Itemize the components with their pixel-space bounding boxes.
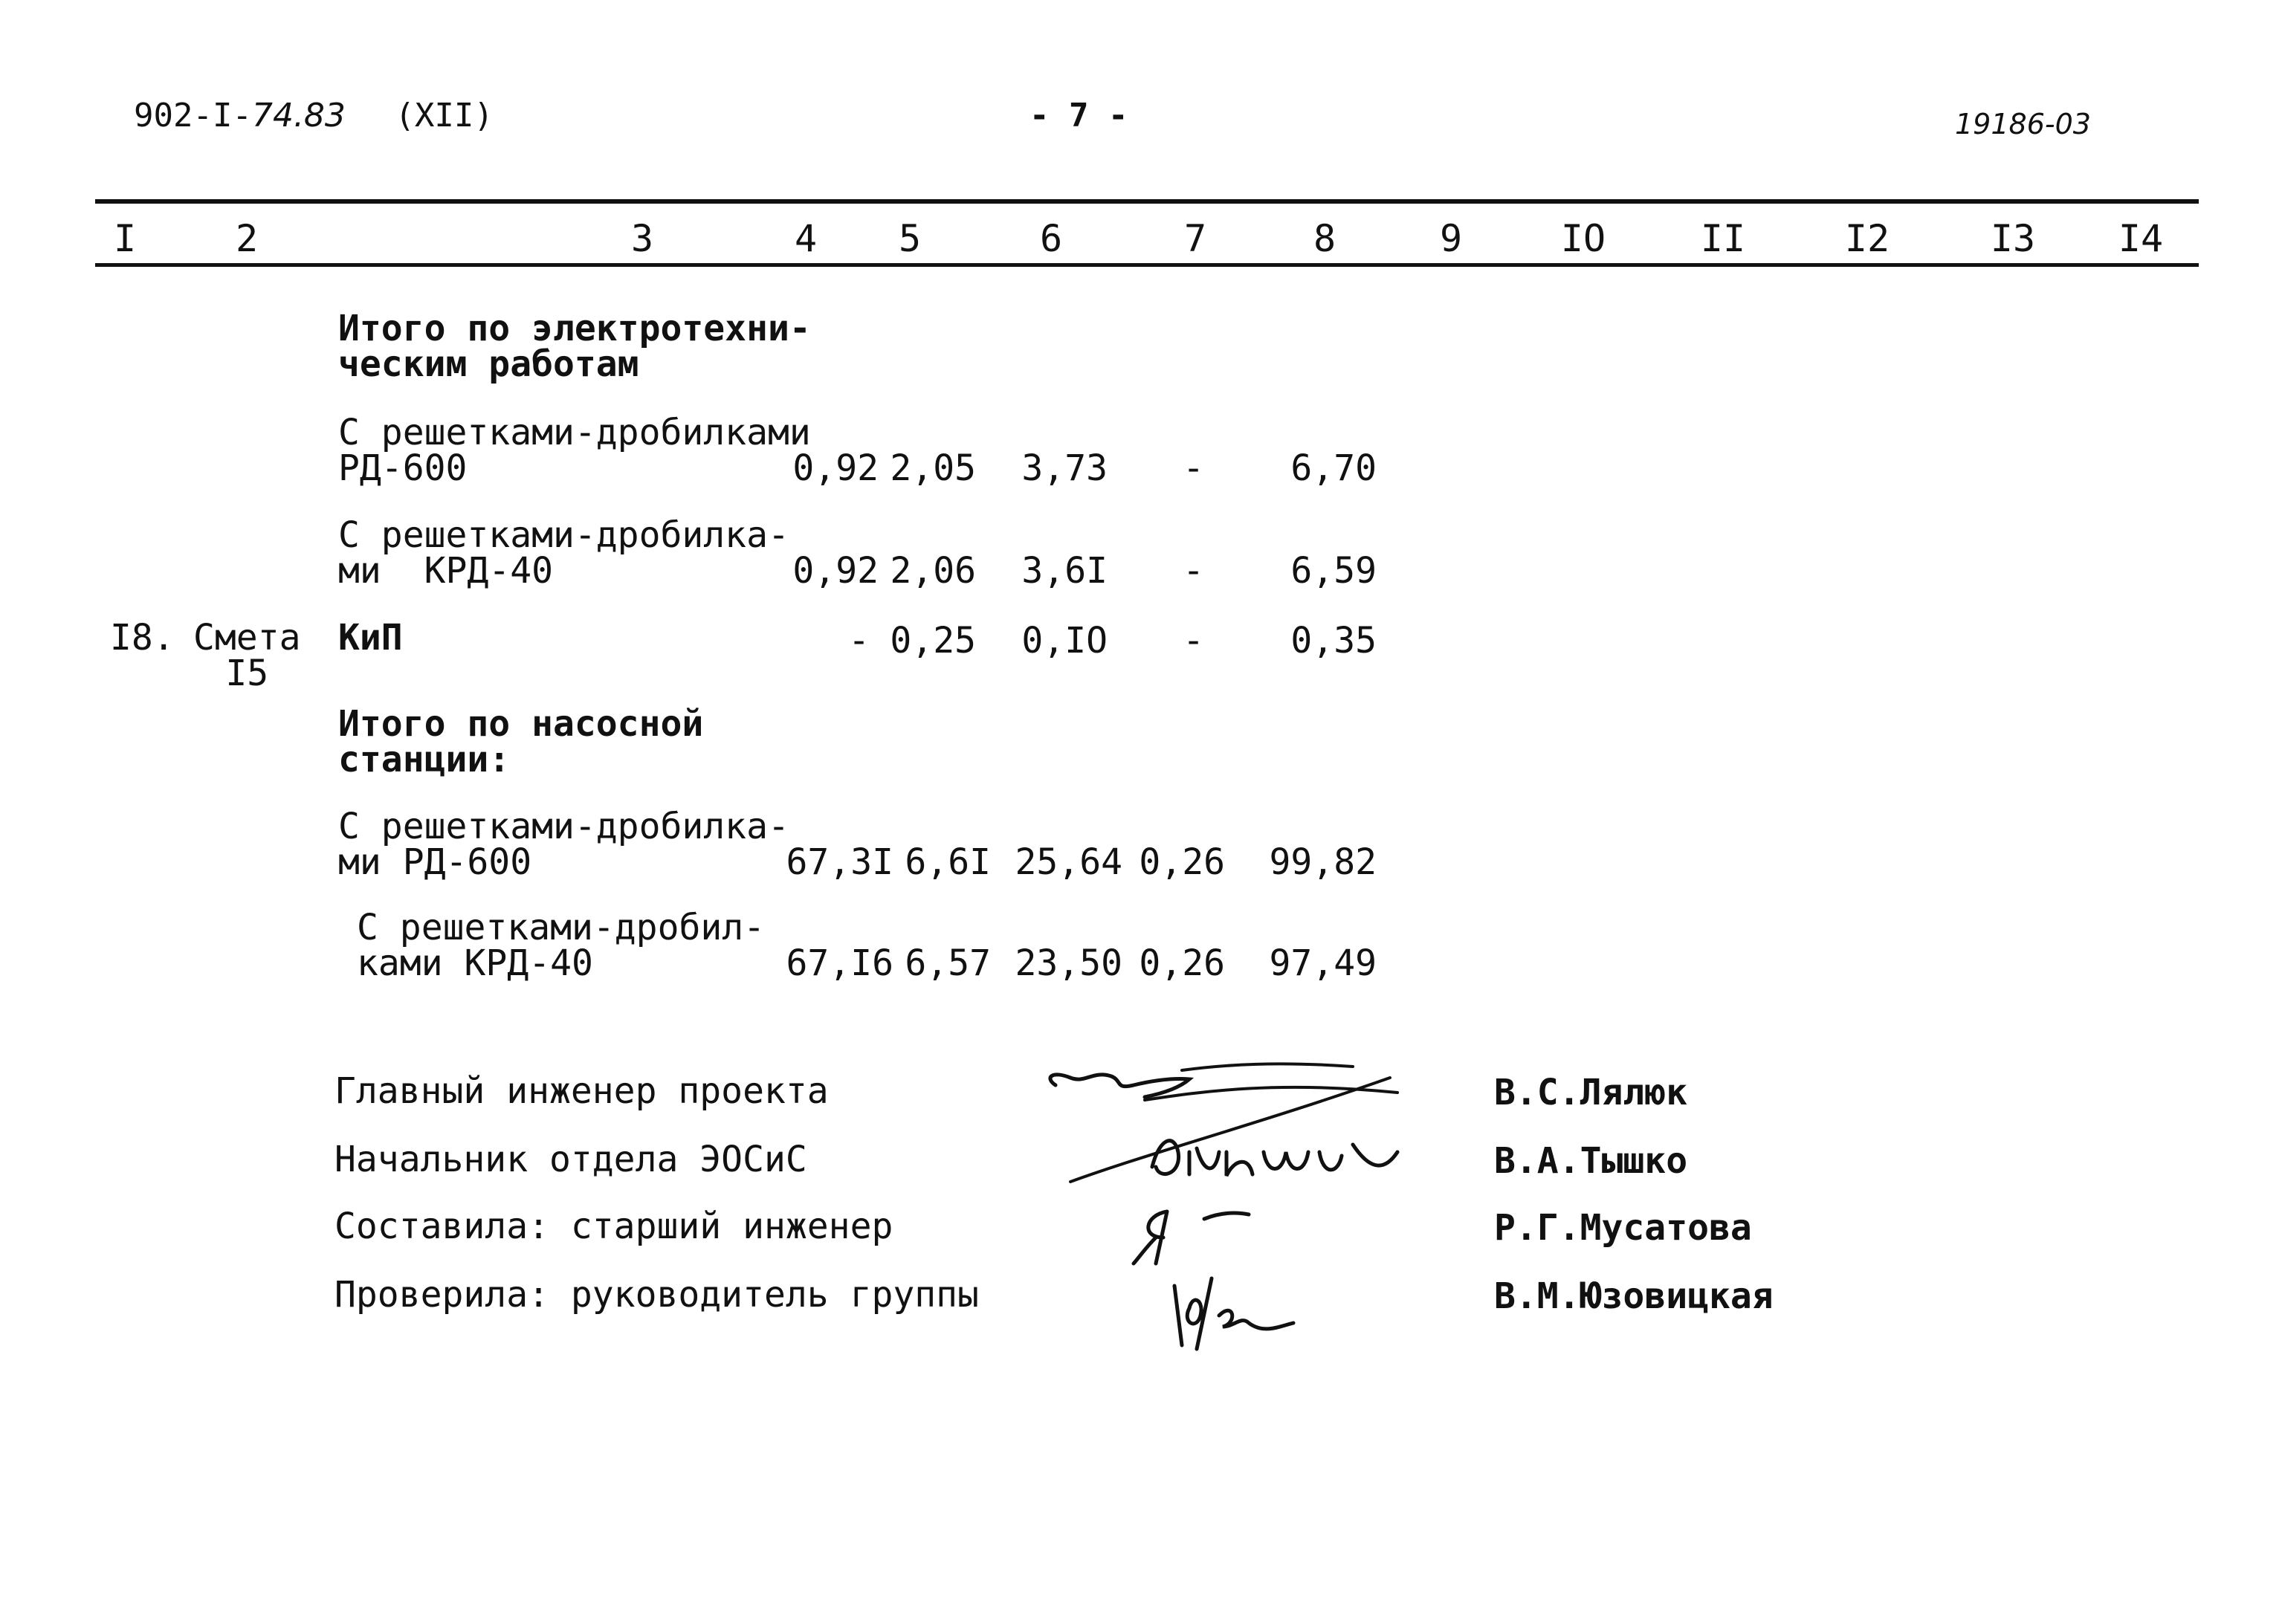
cell-col4: 67,I6 [786, 942, 893, 984]
cell-col8: 6,70 [1290, 447, 1377, 489]
document-part: (XII) [395, 97, 494, 135]
cell-col4: 0,92 [792, 550, 879, 592]
table-row-text [338, 308, 811, 385]
column-number: I2 [1844, 217, 1890, 260]
column-number: 6 [1039, 217, 1063, 260]
table-row-text [338, 703, 704, 780]
table-row-text [338, 514, 789, 592]
signature-role: Составила: старший инженер [334, 1206, 893, 1247]
table-row-text [338, 806, 789, 883]
table-row-text [357, 907, 766, 984]
cell-col5: 2,06 [890, 550, 976, 592]
table-row-text [338, 412, 811, 489]
cell-col7: 0,26 [1139, 942, 1225, 984]
column-number: 2 [235, 217, 259, 260]
column-number: IO [1560, 217, 1606, 260]
cell-col7: 0,26 [1139, 841, 1225, 883]
document-code-prefix: 902-I- [134, 97, 252, 135]
row-label-line: С решетками-дробилками [338, 412, 811, 453]
column-number: 8 [1313, 217, 1336, 260]
row-label-line: Итого по электротехни- [338, 308, 811, 349]
cell-col6: 23,50 [1015, 942, 1122, 984]
cell-col8: 99,82 [1269, 841, 1377, 883]
handwritten-signature-checker [1167, 1264, 1316, 1353]
row-label-line: ми КРД-40 [338, 550, 553, 592]
column-number: 3 [630, 217, 654, 260]
row-label-line: ческим работам [338, 343, 639, 385]
column-number: I4 [2118, 217, 2164, 260]
cell-col4: - [848, 620, 870, 661]
cell-col8: 97,49 [1269, 942, 1377, 984]
cell-col5: 6,6I [905, 841, 991, 883]
cell-col4: 0,92 [792, 447, 879, 489]
row-label-line: С решетками-дробилка- [338, 806, 789, 847]
handwritten-signature-compiler [1122, 1197, 1271, 1271]
row-label-line: КиП [338, 617, 403, 659]
document-code [134, 97, 494, 135]
cell-col8: 6,59 [1290, 550, 1377, 592]
column-number: 9 [1439, 217, 1463, 260]
inventory-number: 19186-03 [1955, 108, 2091, 140]
column-number: 5 [898, 217, 922, 260]
estimate-number: I5 [225, 653, 269, 694]
column-number: 4 [794, 217, 818, 260]
cell-col7: - [1183, 447, 1204, 489]
signature-role: Главный инженер проекта [334, 1070, 829, 1112]
cell-col6: 3,73 [1021, 447, 1108, 489]
row-label-line: РД-600 [338, 447, 468, 489]
column-number: II [1700, 217, 1746, 260]
estimate-label: Смета [193, 617, 301, 659]
signature-role: Начальник отдела ЭОСиС [334, 1139, 807, 1180]
cell-col5: 0,25 [890, 620, 976, 661]
cell-col6: 3,6I [1021, 550, 1108, 592]
signature-name: В.А.Тышко [1494, 1140, 1688, 1182]
cell-col6: 25,64 [1015, 841, 1122, 883]
item-number: I8. [110, 617, 175, 659]
cell-col6: 0,IO [1021, 620, 1108, 661]
table-header-rule [95, 263, 2199, 267]
row-label-line: С решетками-дробилка- [338, 514, 789, 556]
estimate-reference [193, 617, 301, 694]
cell-col5: 2,05 [890, 447, 976, 489]
cell-col7: - [1183, 550, 1204, 592]
table-top-rule [95, 199, 2199, 204]
column-number: 7 [1183, 217, 1207, 260]
row-label-line: Итого по насосной [338, 703, 704, 745]
cell-col7: - [1183, 620, 1204, 661]
row-label-line: С решетками-дробил- [357, 907, 766, 948]
row-label-line: станции: [338, 739, 511, 780]
column-number: I [113, 217, 137, 260]
cell-col5: 6,57 [905, 942, 991, 984]
signature-name: В.С.Лялюк [1494, 1072, 1688, 1113]
handwritten-signature-department-head [1145, 1122, 1427, 1189]
row-label-line: ками КРД-40 [357, 942, 593, 984]
row-label-line: ми РД-600 [338, 841, 532, 883]
page-number: - 7 - [1030, 97, 1128, 135]
document-code-handwritten: 74.83 [251, 97, 346, 135]
signature-name: Р.Г.Мусатова [1494, 1207, 1752, 1249]
signature-role: Проверила: руководитель группы [334, 1274, 979, 1316]
column-number: I3 [1990, 217, 2036, 260]
cell-col4: 67,3I [786, 841, 893, 883]
signature-name: В.М.Юзовицкая [1494, 1275, 1774, 1317]
cell-col8: 0,35 [1290, 620, 1377, 661]
